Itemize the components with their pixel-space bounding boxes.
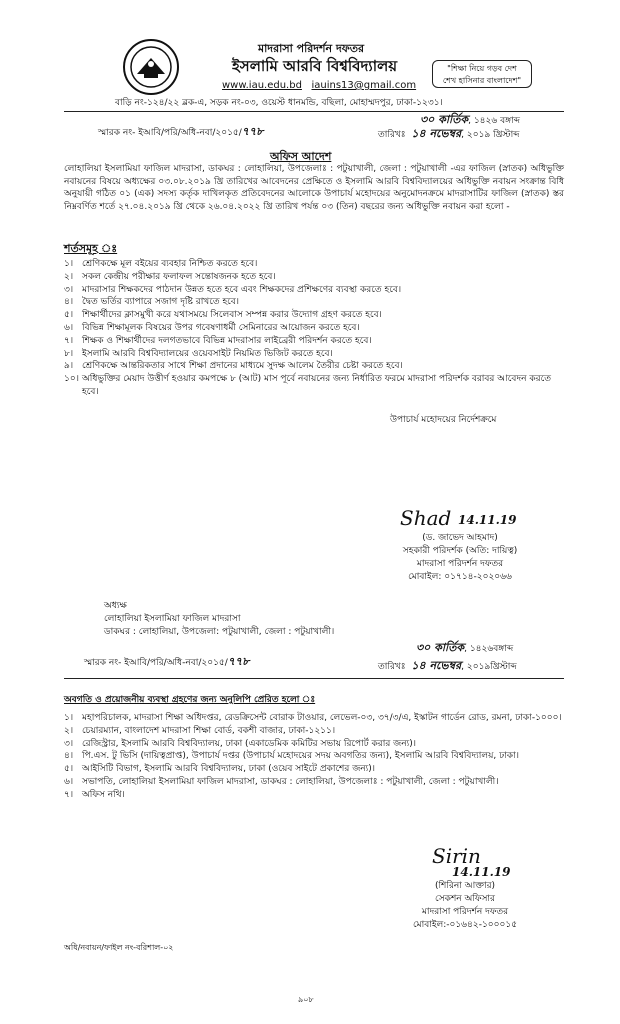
signatory-1-office: মাদরাসা পরিদর্শন দফতর	[416, 559, 504, 569]
cc-item-number: ১।	[64, 713, 74, 723]
slogan-line-2: শেখ হাসিনার বাংলাদেশ"	[442, 76, 522, 85]
condition-item-text: শ্রেণিকক্ষে আন্তরিকতার সাথে শিক্ষা প্রদানের মাধ্যমে সুদক্ষ আলেম তৈরীর চেষ্টা করতে হবে।	[82, 361, 403, 372]
cc-item-number: ৭।	[64, 789, 74, 800]
signatory-2-designation: সেকশন অফিসার	[435, 894, 495, 904]
memo-2-divider	[64, 678, 564, 679]
condition-item-number: ১০।	[64, 374, 79, 385]
bangla-date-handwritten: ৩০ কার্তিক	[420, 113, 469, 126]
memo-2-bangla-date-handwritten: ৩০ কার্তিক	[416, 641, 465, 654]
signature-1: Shad	[400, 506, 452, 530]
condition-item-text: মাদরাসার শিক্ষকদের পাঠদান উন্নত হতে হবে এবং শিক্ষকদের প্রশিক্ষণের ব্যবস্থা করতে হবে।	[82, 284, 402, 295]
recipient-block	[104, 600, 334, 639]
english-date	[378, 128, 520, 141]
cc-item	[64, 776, 564, 789]
cc-item-text: সভাপতি, লোহালিয়া ইসলামিয়া ফাজিল মাদরাসা, ডাকঘর : লোহালিয়া, উপজেলাঃ : পটুয়াখালী, জেলা : পটুয়াখালী।	[82, 776, 499, 787]
condition-item	[64, 296, 564, 309]
condition-item-number: ৮।	[64, 348, 74, 359]
signatory-1-block	[370, 532, 550, 584]
condition-item-text: শিক্ষার্থীদের ক্লাসমুখী করে যথাসময়ে সিলেবাস সম্পন্ন করার উদ্যোগ গ্রহণ করতে হবে।	[82, 310, 382, 321]
cc-item-text: মহাপরিচালক, মাদরাসা শিক্ষা অধিদপ্তর, রেডক্রিসেন্ট বোরাক টাওয়ার, লেভেল-০৩, ৩৭/৩/এ, ইস্কাটন গার্ডেন রোড, রমনা, ঢাকা-১০০০।	[82, 713, 562, 723]
office-name: মাদরাসা পরিদর্শন দফতর	[258, 42, 365, 55]
condition-item-number: ৬।	[64, 322, 74, 333]
cc-item	[64, 712, 564, 725]
condition-item-number: ২।	[64, 271, 74, 282]
condition-item-text: দ্বৈত ভর্তির ব্যাপারে সজাগ দৃষ্টি রাখতে হবে।	[82, 297, 240, 308]
condition-item-text: শ্রেণিকক্ষে মূল বইয়ের ব্যবহার নিশ্চিত করতে হবে।	[82, 259, 258, 269]
cc-item	[64, 750, 564, 763]
memo-2-ref-number: ৭৭৮	[227, 655, 250, 668]
condition-item-text: সকল কেন্দ্রীয় পরীক্ষার ফলাফল সন্তোষজনক হতে হবে।	[82, 271, 276, 282]
cc-item-text: অফিস নথি।	[82, 789, 125, 800]
cc-item-text: চেয়ারম্যান, বাংলাদেশ মাদরাসা শিক্ষা বোর্ড, বকশী বাজার, ঢাকা-১২১১।	[82, 725, 336, 736]
condition-item	[64, 284, 564, 297]
condition-item-number: ১।	[64, 259, 74, 269]
conditions-heading: শর্তসমূহ ঃ	[64, 242, 118, 255]
date-label: তারিখঃ	[378, 130, 406, 140]
memo-ref-number: ৭৭৮	[241, 125, 264, 138]
cc-item-text: রেজিস্ট্রার, ইসলামি আরবি বিশ্ববিদ্যালয়, ঢাকা (একাডেমিক কমিটির সভায় রিপোর্ট করার জন্য)।	[82, 738, 416, 749]
file-reference: অধি/নবায়ন/ফাইল নং-বরিশাল-০২	[64, 943, 174, 952]
cc-list	[64, 712, 564, 802]
bangla-year: , ১৪২৬ বঙ্গাব্দ	[468, 116, 520, 126]
cc-heading: অবগতি ও প্রয়োজনীয় ব্যবস্থা গ্রহণের জন্য অনুলিপি প্রেরিত হলো ঃ	[64, 695, 316, 705]
cc-item	[64, 738, 564, 751]
memo-2-english-year: , ২০১৯খ্রিস্টাব্দ	[461, 662, 517, 672]
signatory-1-name: (ড. জাভেদ আহমাদ)	[422, 533, 498, 543]
slogan-box	[432, 60, 532, 88]
memo-2-english-date-handwritten: ১৪ নভেম্বর	[411, 659, 462, 672]
cc-item	[64, 789, 564, 802]
english-year: , ২০১৯ খ্রিস্টাব্দ	[461, 130, 520, 140]
signatory-2-mobile: মোবাইল:-০১৬৪২-১০০০১৫	[412, 920, 518, 930]
signature-1-date: 14.11.19	[458, 513, 517, 527]
condition-item	[64, 309, 564, 322]
condition-item-number: ৩।	[64, 284, 74, 295]
condition-item	[64, 360, 564, 373]
cc-item-text: পি.এস. টু ভিসি (দায়িত্বপ্রাপ্ত), উপাচার্য দপ্তর (উপাচার্য মহোদয়ের সদয় অবগতির জন্য), ইসলামি আরবি বিশ্ববিদ্যালয়, ঢাকা।	[82, 751, 519, 762]
condition-item	[64, 348, 564, 361]
cc-item-number: ৬।	[64, 776, 74, 787]
condition-item-text: অধিভুক্তির মেয়াদ উত্তীর্ণ হওয়ার কমপক্ষে ৮ (আট) মাস পূর্বে নবায়নের জন্য নির্ধারিত ফরমে মাদরাসা পরিদর্শক বরাবর আবেদন করতে হবে।	[82, 374, 551, 397]
condition-item-text: ইসলামি আরবি বিশ্ববিদ্যালয়ের ওয়েবসাইট নিয়মিত ভিজিট করতে হবে।	[82, 348, 333, 359]
condition-item	[64, 271, 564, 284]
condition-item-number: ৪।	[64, 297, 74, 308]
slogan-line-1: "শিক্ষা নিয়ে গড়ব দেশ	[447, 64, 517, 73]
condition-item	[64, 322, 564, 335]
university-logo	[122, 38, 180, 96]
cc-item-number: ৫।	[64, 764, 74, 775]
cc-item-number: ২।	[64, 725, 74, 736]
condition-item-text: শিক্ষক ও শিক্ষার্থীদের দলগতভাবে বিভিন্ন মাদরাসার লাইব্রেরী পরিদর্শন করতে হবে।	[82, 335, 372, 346]
condition-item-number: ৫।	[64, 310, 74, 321]
recipient-institution: লোহালিয়া ইসলামিয়া ফাজিল মাদরাসা	[104, 614, 241, 624]
signature-2: Sirin	[432, 844, 481, 868]
condition-item-number: ৭।	[64, 335, 74, 346]
page-number: ৯০৮	[298, 995, 314, 1004]
website-link[interactable]: www.iau.edu.bd	[222, 80, 302, 91]
memo-2-bangla-date	[416, 642, 513, 655]
signatory-1-designation: সহকারী পরিদর্শক (অতি: দায়িত্ব)	[402, 546, 518, 556]
condition-item	[64, 335, 564, 348]
recipient-address: ডাকঘর : লোহালিয়া, উপজেলা: পটুয়াখালী, জেলা : পটুয়াখালী।	[104, 627, 335, 637]
memo-2-date-label: তারিখঃ	[378, 662, 406, 672]
order-paragraph: লোহালিয়া ইসলামিয়া ফাজিল মাদরাসা, ডাকঘর : লোহালিয়া, উপজেলাঃ : পটুয়াখালী, জেলা : পটুয়াখালী -এর ফাজিল (স্নাতক) অধিভুক্তি নবায়নের বিষয়ে অধ্যক্ষের ০৩.০৮.২০১৯ খ্রি তারিখের আবেদনের প্রেক্ষিতে ও ইসলামি আরবি বিশ্ববিদ্যালয়ের অধিভুক্তি নবায়ন সংক্রান্ত বিধি অনুযায়ী গঠিত ০১ (এক) সদস্য কর্তৃক দাখিলকৃত প্রতিবেদনের আলোকে উপাচার্য মহোদয়ের অনুমোদনক্রমে মাদরাসাটির ফাজিল (স্নাতক) স্তর নিম্নবর্ণিত শর্তে ২৭.০৪.২০১৯ খ্রি থেকে ২৬.০৪.২০২২ খ্রি তারিখ পর্যন্ত ০৩ (তিন) বছরের জন্য অধিভুক্তি নবায়ন করা হলো -	[64, 164, 564, 212]
document-title: অফিস আদেশ	[270, 150, 332, 163]
condition-item-number: ৯।	[64, 361, 74, 372]
bangla-date	[420, 114, 520, 127]
cc-item	[64, 763, 564, 776]
signatory-2-name: (শিরিনা আক্তার)	[434, 881, 496, 891]
condition-item	[64, 373, 564, 399]
memo-ref-label: স্মারক নং- ইআবি/পরি/অধি-নবা/২০১৫/	[98, 128, 242, 138]
memo-2-ref	[84, 656, 249, 669]
memo-ref	[98, 126, 263, 139]
signature-2-date: 14.11.19	[452, 865, 511, 879]
contact-line	[222, 80, 416, 91]
office-address: বাড়ি নং-১২৪/২২ ব্লক-এ, সড়ক নং-০৩, ওয়েস্ট ধানমন্ডি, বছিলা, মোহাম্মদপুর, ঢাকা-১২৩১।	[115, 98, 443, 108]
condition-item-text: বিভিন্ন শিক্ষামূলক বিষয়ের উপর গবেষণাধর্মী সেমিনারের আয়োজন করতে হবে।	[82, 322, 360, 333]
conditions-list	[64, 258, 564, 399]
memo-2-ref-label: স্মারক নং- ইআবি/পরি/অধি-নবা/২০১৫/	[84, 658, 228, 668]
signatory-2-office: মাদরাসা পরিদর্শন দফতর	[421, 907, 509, 917]
header-divider	[64, 111, 564, 112]
cc-item-number: ৩।	[64, 738, 74, 749]
cc-item-number: ৪।	[64, 751, 74, 762]
order-line: উপাচার্য মহোদয়ের নির্দেশক্রমে	[390, 415, 497, 425]
memo-2-bangla-year: , ১৪২৬বঙ্গাব্দ	[464, 644, 514, 654]
cc-item-text: আইসিটি বিভাগ, ইসলামি আরবি বিশ্ববিদ্যালয়, ঢাকা (ওয়েব সাইটে প্রকাশের জন্য)।	[82, 764, 375, 775]
university-name: ইসলামি আরবি বিশ্ববিদ্যালয়	[232, 57, 398, 75]
memo-2-english-date	[378, 660, 517, 673]
email-link[interactable]: iauins13@gmail.com	[311, 80, 417, 91]
signatory-2-block	[390, 880, 540, 932]
recipient-title: অধ্যক্ষ	[104, 601, 127, 611]
cc-item	[64, 725, 564, 738]
signatory-1-mobile: মোবাইল: ০১৭১৪-২০২০৬৬	[408, 572, 512, 582]
condition-item	[64, 258, 564, 271]
english-date-handwritten: ১৪ নভেম্বর	[411, 127, 462, 140]
